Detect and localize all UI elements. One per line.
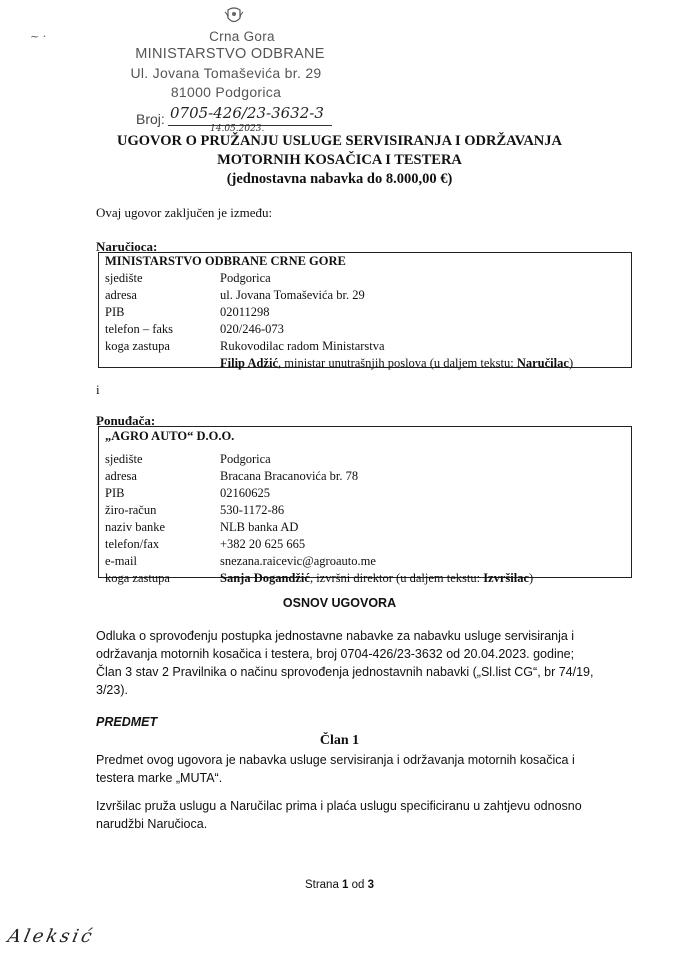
predmet-heading: PREDMET: [96, 715, 158, 729]
rep-name: Filip Adžić: [220, 356, 278, 370]
row-value: Podgorica: [220, 452, 271, 466]
row-value: 020/246-073: [220, 322, 284, 336]
page-total: 3: [367, 879, 375, 891]
osnov-line-1: Odluka o sprovođenju postupka jednostavne nabavke za nabavku usluge servisiranja i: [96, 629, 575, 643]
predmet-paragraph-1: [96, 751, 636, 787]
narucilac-table: [101, 270, 577, 372]
row-label: koga zastupa: [105, 339, 170, 353]
title-line-3: (jednostavna nabavka do 8.000,00 €): [226, 171, 453, 187]
row-label: telefon – faks: [105, 322, 174, 336]
osnov-line-2: održavanja motornih kosačica i testera, broj 0704-426/23-3632 od 20.04.2023. godine;: [96, 647, 575, 661]
ponudjac-heading: Ponuđača:: [96, 413, 156, 428]
narucilac-heading: Naručioca:: [96, 239, 158, 254]
narucilac-representative: [216, 355, 577, 372]
stamp-line-2: MINISTARSTVO ODBRANE: [135, 46, 325, 62]
osnov-line-4: 3/23).: [96, 683, 128, 697]
stamp-line-3: Ul. Jovana Tomaševića br. 29: [130, 65, 322, 81]
predmet-p2-line-2: narudžbi Naručioca.: [96, 817, 208, 831]
page-current: 1: [342, 879, 349, 891]
row-value: ul. Jovana Tomaševića br. 29: [220, 288, 365, 302]
predmet-paragraph-2: [96, 797, 636, 833]
row-value: Podgorica: [220, 271, 271, 285]
rep-rest: , ministar unutrašnjih poslova (u daljem tekstu:: [278, 356, 517, 370]
row-label: PIB: [105, 486, 125, 500]
row-value: 530-1172-86: [220, 503, 285, 517]
ponudjac-table: [101, 451, 537, 587]
ponudjac-name: „AGRO AUTO“ D.O.O.: [105, 429, 235, 443]
rep-close: ): [568, 356, 574, 370]
row-label: sjedište: [105, 271, 143, 285]
row-label: koga zastupa: [105, 571, 170, 585]
row-value: +382 20 625 665: [220, 537, 306, 551]
predmet-p1-line-2: testera marke „MUTA“.: [96, 771, 223, 785]
margin-mark: ~ ·: [30, 30, 47, 43]
osnov-paragraph: [96, 627, 636, 699]
row-label: žiro-račun: [105, 503, 157, 517]
row-value: snezana.raicevic@agroauto.me: [220, 554, 376, 568]
row-label: PIB: [105, 305, 125, 319]
broj-label: Broj:: [136, 111, 165, 127]
rep-name: Sanja Dogandžić: [220, 571, 310, 585]
table-row: [101, 468, 537, 485]
table-row: [101, 553, 537, 570]
table-row: [101, 536, 537, 553]
table-row: [101, 270, 577, 287]
table-row: [101, 355, 577, 372]
row-label: adresa: [105, 288, 137, 302]
page-prefix: Strana: [304, 879, 343, 891]
title-line-2: MOTORNIH KOSAČICA I TESTERA: [217, 152, 462, 168]
osnov-line-3: Član 3 stav 2 Pravilnika o načinu sprovođenja jednostavnih nabavki („Sl.list CG“, br 74/19,: [96, 665, 594, 679]
rep-role: Izvršilac: [483, 571, 530, 585]
stamp-line-1: Crna Gora: [209, 29, 275, 44]
table-row: [101, 570, 537, 587]
broj-date: 14.05.2023.: [210, 124, 265, 134]
narucilac-box: [98, 252, 632, 368]
table-row: [101, 485, 537, 502]
row-label: e-mail: [105, 554, 137, 568]
row-value: NLB banka AD: [220, 520, 299, 534]
page-number: [0, 879, 679, 891]
ponudjac-representative: [216, 570, 537, 587]
table-row: [101, 451, 537, 468]
predmet-p1-line-1: Predmet ovog ugovora je nabavka usluge servisiranja i održavanja motornih kosačica i: [96, 753, 575, 767]
row-value: 02160625: [220, 486, 270, 500]
page-mid: od: [348, 879, 368, 891]
broj-value: 0705-426/23-3632-3: [170, 104, 324, 122]
ponudjac-box: [98, 426, 632, 585]
stamp-line-4: 81000 Podgorica: [170, 84, 282, 100]
coat-of-arms-icon: [222, 6, 246, 26]
table-row: [101, 519, 537, 536]
table-row: [101, 304, 577, 321]
row-value: 02011298: [220, 305, 270, 319]
intro-text: Ovaj ugovor zaključen je između:: [96, 205, 273, 220]
and-text: i: [96, 382, 100, 397]
table-row: [101, 287, 577, 304]
signature: Aleksić: [5, 926, 97, 947]
row-label: naziv banke: [105, 520, 166, 534]
rep-rest: , izvršni direktor (u daljem tekstu:: [309, 571, 484, 585]
row-label: sjedište: [105, 452, 143, 466]
rep-role: Naručilac: [516, 356, 569, 370]
article-heading: Član 1: [319, 733, 360, 748]
row-value: Bracana Bracanovića br. 78: [220, 469, 359, 483]
narucilac-name: MINISTARSTVO ODBRANE CRNE GORE: [105, 254, 346, 268]
table-row: [101, 321, 577, 338]
table-row: [101, 338, 577, 355]
predmet-p2-line-1: Izvršilac pruža uslugu a Naručilac prima i plaća uslugu specificiranu u zahtjevu odnosno: [96, 799, 582, 813]
rep-close: ): [529, 571, 534, 585]
title-line-1: UGOVOR O PRUŽANJU USLUGE SERVISIRANJA I ODRŽAVANJA: [116, 133, 562, 149]
osnov-heading: OSNOV UGOVORA: [282, 596, 397, 610]
table-row: [101, 502, 537, 519]
row-value: Rukovodilac radom Ministarstva: [220, 339, 385, 353]
row-label: telefon/fax: [105, 537, 160, 551]
row-label: adresa: [105, 469, 137, 483]
